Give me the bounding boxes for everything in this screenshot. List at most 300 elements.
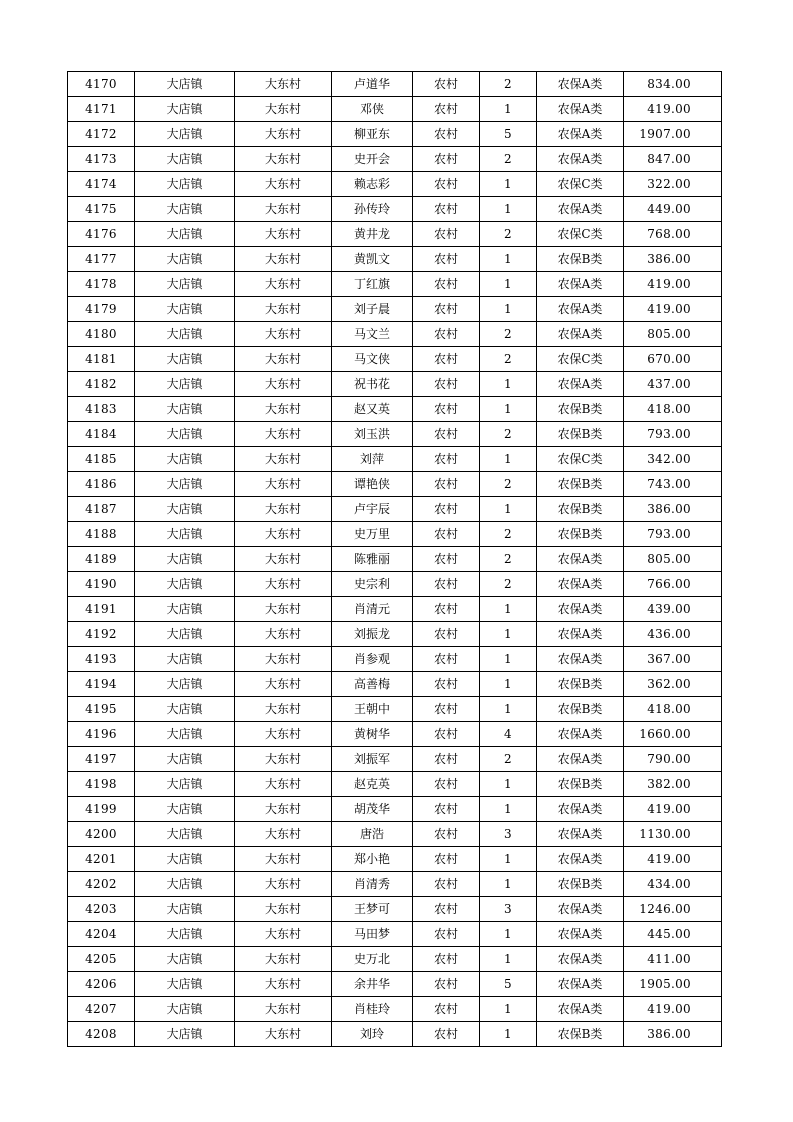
- amount-cell: 434.00: [624, 872, 722, 897]
- amount-cell: 419.00: [624, 797, 722, 822]
- household-size-cell: 2: [480, 472, 537, 497]
- name-cell: 赵克英: [332, 772, 413, 797]
- village-cell: 大东村: [235, 172, 332, 197]
- amount-cell: 437.00: [624, 372, 722, 397]
- insurance-type-cell: 农保C类: [537, 347, 624, 372]
- household-size-cell: 4: [480, 722, 537, 747]
- serial-cell: 4194: [68, 672, 135, 697]
- name-cell: 黄树华: [332, 722, 413, 747]
- amount-cell: 793.00: [624, 422, 722, 447]
- town-cell: 大店镇: [135, 422, 235, 447]
- insurance-type-cell: 农保A类: [537, 297, 624, 322]
- category-cell: 农村: [413, 97, 480, 122]
- amount-cell: 449.00: [624, 197, 722, 222]
- category-cell: 农村: [413, 772, 480, 797]
- insurance-type-cell: 农保B类: [537, 872, 624, 897]
- village-cell: 大东村: [235, 372, 332, 397]
- amount-cell: 1907.00: [624, 122, 722, 147]
- table-row: [68, 522, 722, 547]
- village-cell: 大东村: [235, 797, 332, 822]
- town-cell: 大店镇: [135, 722, 235, 747]
- category-cell: 农村: [413, 197, 480, 222]
- household-size-cell: 3: [480, 897, 537, 922]
- category-cell: 农村: [413, 422, 480, 447]
- village-cell: 大东村: [235, 922, 332, 947]
- category-cell: 农村: [413, 622, 480, 647]
- category-cell: 农村: [413, 172, 480, 197]
- insurance-type-cell: 农保A类: [537, 922, 624, 947]
- table-row: [68, 272, 722, 297]
- category-cell: 农村: [413, 497, 480, 522]
- table-row: [68, 547, 722, 572]
- household-size-cell: 1: [480, 247, 537, 272]
- serial-cell: 4176: [68, 222, 135, 247]
- name-cell: 肖桂玲: [332, 997, 413, 1022]
- name-cell: 马文兰: [332, 322, 413, 347]
- amount-cell: 1130.00: [624, 822, 722, 847]
- town-cell: 大店镇: [135, 72, 235, 97]
- household-size-cell: 2: [480, 72, 537, 97]
- serial-cell: 4175: [68, 197, 135, 222]
- name-cell: 高善梅: [332, 672, 413, 697]
- table-row: [68, 472, 722, 497]
- town-cell: 大店镇: [135, 372, 235, 397]
- village-cell: 大东村: [235, 1022, 332, 1047]
- insurance-type-cell: 农保B类: [537, 422, 624, 447]
- category-cell: 农村: [413, 222, 480, 247]
- serial-cell: 4179: [68, 297, 135, 322]
- town-cell: 大店镇: [135, 997, 235, 1022]
- household-size-cell: 1: [480, 172, 537, 197]
- name-cell: 谭艳侠: [332, 472, 413, 497]
- category-cell: 农村: [413, 797, 480, 822]
- table-row: [68, 347, 722, 372]
- name-cell: 肖清秀: [332, 872, 413, 897]
- category-cell: 农村: [413, 822, 480, 847]
- serial-cell: 4200: [68, 822, 135, 847]
- name-cell: 丁红旗: [332, 272, 413, 297]
- category-cell: 农村: [413, 272, 480, 297]
- household-size-cell: 5: [480, 122, 537, 147]
- town-cell: 大店镇: [135, 922, 235, 947]
- table-row: [68, 422, 722, 447]
- serial-cell: 4182: [68, 372, 135, 397]
- category-cell: 农村: [413, 572, 480, 597]
- insurance-type-cell: 农保A类: [537, 572, 624, 597]
- serial-cell: 4189: [68, 547, 135, 572]
- name-cell: 陈雅丽: [332, 547, 413, 572]
- insurance-type-cell: 农保A类: [537, 122, 624, 147]
- serial-cell: 4191: [68, 597, 135, 622]
- household-size-cell: 1: [480, 197, 537, 222]
- name-cell: 刘玉洪: [332, 422, 413, 447]
- table-row: [68, 322, 722, 347]
- serial-cell: 4198: [68, 772, 135, 797]
- table-row: [68, 997, 722, 1022]
- insurance-type-cell: 农保A类: [537, 72, 624, 97]
- household-size-cell: 1: [480, 797, 537, 822]
- household-size-cell: 1: [480, 497, 537, 522]
- village-cell: 大东村: [235, 422, 332, 447]
- amount-cell: 445.00: [624, 922, 722, 947]
- village-cell: 大东村: [235, 147, 332, 172]
- amount-cell: 419.00: [624, 97, 722, 122]
- village-cell: 大东村: [235, 72, 332, 97]
- household-size-cell: 3: [480, 822, 537, 847]
- serial-cell: 4197: [68, 747, 135, 772]
- town-cell: 大店镇: [135, 122, 235, 147]
- town-cell: 大店镇: [135, 897, 235, 922]
- serial-cell: 4206: [68, 972, 135, 997]
- category-cell: 农村: [413, 922, 480, 947]
- serial-cell: 4202: [68, 872, 135, 897]
- category-cell: 农村: [413, 872, 480, 897]
- insurance-type-cell: 农保B类: [537, 1022, 624, 1047]
- serial-cell: 4196: [68, 722, 135, 747]
- name-cell: 黄井龙: [332, 222, 413, 247]
- village-cell: 大东村: [235, 322, 332, 347]
- amount-cell: 411.00: [624, 947, 722, 972]
- household-size-cell: 2: [480, 322, 537, 347]
- household-size-cell: 2: [480, 422, 537, 447]
- insurance-type-cell: 农保A类: [537, 647, 624, 672]
- insurance-type-cell: 农保A类: [537, 722, 624, 747]
- name-cell: 史万北: [332, 947, 413, 972]
- category-cell: 农村: [413, 322, 480, 347]
- amount-cell: 766.00: [624, 572, 722, 597]
- name-cell: 祝书花: [332, 372, 413, 397]
- insurance-type-cell: 农保B类: [537, 772, 624, 797]
- insurance-type-cell: 农保A类: [537, 372, 624, 397]
- town-cell: 大店镇: [135, 397, 235, 422]
- amount-cell: 743.00: [624, 472, 722, 497]
- serial-cell: 4171: [68, 97, 135, 122]
- table-row: [68, 772, 722, 797]
- table-row: [68, 797, 722, 822]
- amount-cell: 439.00: [624, 597, 722, 622]
- amount-cell: 805.00: [624, 322, 722, 347]
- household-size-cell: 1: [480, 772, 537, 797]
- town-cell: 大店镇: [135, 822, 235, 847]
- table-row: [68, 97, 722, 122]
- village-cell: 大东村: [235, 647, 332, 672]
- village-cell: 大东村: [235, 447, 332, 472]
- amount-cell: 419.00: [624, 997, 722, 1022]
- name-cell: 郑小艳: [332, 847, 413, 872]
- village-cell: 大东村: [235, 397, 332, 422]
- household-size-cell: 1: [480, 947, 537, 972]
- name-cell: 刘玲: [332, 1022, 413, 1047]
- village-cell: 大东村: [235, 772, 332, 797]
- village-cell: 大东村: [235, 947, 332, 972]
- insurance-type-cell: 农保A类: [537, 322, 624, 347]
- insurance-type-cell: 农保B类: [537, 472, 624, 497]
- name-cell: 刘萍: [332, 447, 413, 472]
- serial-cell: 4187: [68, 497, 135, 522]
- household-size-cell: 2: [480, 522, 537, 547]
- category-cell: 农村: [413, 972, 480, 997]
- town-cell: 大店镇: [135, 97, 235, 122]
- table-row: [68, 1022, 722, 1047]
- town-cell: 大店镇: [135, 1022, 235, 1047]
- table-row: [68, 697, 722, 722]
- serial-cell: 4199: [68, 797, 135, 822]
- village-cell: 大东村: [235, 472, 332, 497]
- insurance-type-cell: 农保B类: [537, 247, 624, 272]
- household-size-cell: 1: [480, 872, 537, 897]
- village-cell: 大东村: [235, 672, 332, 697]
- serial-cell: 4201: [68, 847, 135, 872]
- category-cell: 农村: [413, 72, 480, 97]
- name-cell: 刘振军: [332, 747, 413, 772]
- amount-cell: 386.00: [624, 497, 722, 522]
- village-cell: 大东村: [235, 522, 332, 547]
- serial-cell: 4207: [68, 997, 135, 1022]
- amount-cell: 847.00: [624, 147, 722, 172]
- table-row: [68, 972, 722, 997]
- insurance-type-cell: 农保C类: [537, 172, 624, 197]
- household-size-cell: 1: [480, 297, 537, 322]
- village-cell: 大东村: [235, 722, 332, 747]
- serial-cell: 4172: [68, 122, 135, 147]
- table-row: [68, 147, 722, 172]
- name-cell: 唐浩: [332, 822, 413, 847]
- name-cell: 刘子晨: [332, 297, 413, 322]
- name-cell: 柳亚东: [332, 122, 413, 147]
- amount-cell: 382.00: [624, 772, 722, 797]
- insurance-type-cell: 农保A类: [537, 597, 624, 622]
- serial-cell: 4183: [68, 397, 135, 422]
- household-size-cell: 2: [480, 347, 537, 372]
- insurance-type-cell: 农保A类: [537, 197, 624, 222]
- serial-cell: 4178: [68, 272, 135, 297]
- amount-cell: 805.00: [624, 547, 722, 572]
- household-size-cell: 1: [480, 397, 537, 422]
- insurance-type-cell: 农保B类: [537, 497, 624, 522]
- amount-cell: 1660.00: [624, 722, 722, 747]
- name-cell: 肖清元: [332, 597, 413, 622]
- town-cell: 大店镇: [135, 947, 235, 972]
- roster-sheet: [67, 71, 722, 1047]
- serial-cell: 4181: [68, 347, 135, 372]
- amount-cell: 1905.00: [624, 972, 722, 997]
- household-size-cell: 1: [480, 622, 537, 647]
- category-cell: 农村: [413, 447, 480, 472]
- town-cell: 大店镇: [135, 772, 235, 797]
- town-cell: 大店镇: [135, 522, 235, 547]
- town-cell: 大店镇: [135, 597, 235, 622]
- name-cell: 卢道华: [332, 72, 413, 97]
- village-cell: 大东村: [235, 997, 332, 1022]
- insurance-type-cell: 农保A类: [537, 847, 624, 872]
- town-cell: 大店镇: [135, 247, 235, 272]
- insurance-type-cell: 农保B类: [537, 697, 624, 722]
- village-cell: 大东村: [235, 197, 332, 222]
- village-cell: 大东村: [235, 597, 332, 622]
- name-cell: 王朝中: [332, 697, 413, 722]
- village-cell: 大东村: [235, 97, 332, 122]
- household-size-cell: 1: [480, 372, 537, 397]
- amount-cell: 419.00: [624, 847, 722, 872]
- village-cell: 大东村: [235, 897, 332, 922]
- household-size-cell: 2: [480, 547, 537, 572]
- insurance-type-cell: 农保A类: [537, 947, 624, 972]
- name-cell: 刘振龙: [332, 622, 413, 647]
- household-size-cell: 2: [480, 572, 537, 597]
- name-cell: 卢宇辰: [332, 497, 413, 522]
- table-row: [68, 572, 722, 597]
- insurance-type-cell: 农保A类: [537, 272, 624, 297]
- household-size-cell: 2: [480, 747, 537, 772]
- household-size-cell: 1: [480, 272, 537, 297]
- town-cell: 大店镇: [135, 622, 235, 647]
- name-cell: 邓侠: [332, 97, 413, 122]
- insurance-type-cell: 农保A类: [537, 822, 624, 847]
- category-cell: 农村: [413, 347, 480, 372]
- serial-cell: 4188: [68, 522, 135, 547]
- village-cell: 大东村: [235, 347, 332, 372]
- town-cell: 大店镇: [135, 272, 235, 297]
- town-cell: 大店镇: [135, 547, 235, 572]
- village-cell: 大东村: [235, 697, 332, 722]
- category-cell: 农村: [413, 372, 480, 397]
- town-cell: 大店镇: [135, 222, 235, 247]
- household-size-cell: 5: [480, 972, 537, 997]
- town-cell: 大店镇: [135, 647, 235, 672]
- serial-cell: 4190: [68, 572, 135, 597]
- serial-cell: 4170: [68, 72, 135, 97]
- table-row: [68, 297, 722, 322]
- amount-cell: 793.00: [624, 522, 722, 547]
- table-row: [68, 122, 722, 147]
- category-cell: 农村: [413, 1022, 480, 1047]
- town-cell: 大店镇: [135, 322, 235, 347]
- serial-cell: 4192: [68, 622, 135, 647]
- village-cell: 大东村: [235, 122, 332, 147]
- name-cell: 史宗利: [332, 572, 413, 597]
- category-cell: 农村: [413, 672, 480, 697]
- village-cell: 大东村: [235, 547, 332, 572]
- household-size-cell: 1: [480, 847, 537, 872]
- town-cell: 大店镇: [135, 147, 235, 172]
- insurance-type-cell: 农保A类: [537, 972, 624, 997]
- village-cell: 大东村: [235, 622, 332, 647]
- town-cell: 大店镇: [135, 172, 235, 197]
- serial-cell: 4203: [68, 897, 135, 922]
- name-cell: 史万里: [332, 522, 413, 547]
- amount-cell: 419.00: [624, 297, 722, 322]
- category-cell: 农村: [413, 472, 480, 497]
- village-cell: 大东村: [235, 497, 332, 522]
- insurance-type-cell: 农保C类: [537, 447, 624, 472]
- table-row: [68, 397, 722, 422]
- town-cell: 大店镇: [135, 472, 235, 497]
- town-cell: 大店镇: [135, 197, 235, 222]
- amount-cell: 362.00: [624, 672, 722, 697]
- category-cell: 农村: [413, 147, 480, 172]
- category-cell: 农村: [413, 722, 480, 747]
- table-row: [68, 947, 722, 972]
- insurance-type-cell: 农保A类: [537, 622, 624, 647]
- town-cell: 大店镇: [135, 497, 235, 522]
- table-row: [68, 847, 722, 872]
- name-cell: 王梦可: [332, 897, 413, 922]
- village-cell: 大东村: [235, 222, 332, 247]
- name-cell: 余井华: [332, 972, 413, 997]
- category-cell: 农村: [413, 397, 480, 422]
- village-cell: 大东村: [235, 972, 332, 997]
- village-cell: 大东村: [235, 822, 332, 847]
- serial-cell: 4177: [68, 247, 135, 272]
- amount-cell: 367.00: [624, 647, 722, 672]
- category-cell: 农村: [413, 647, 480, 672]
- name-cell: 孙传玲: [332, 197, 413, 222]
- table-row: [68, 597, 722, 622]
- category-cell: 农村: [413, 897, 480, 922]
- table-row: [68, 222, 722, 247]
- table-row: [68, 647, 722, 672]
- roster-body: [68, 72, 722, 1047]
- name-cell: 赵又英: [332, 397, 413, 422]
- amount-cell: 834.00: [624, 72, 722, 97]
- town-cell: 大店镇: [135, 872, 235, 897]
- town-cell: 大店镇: [135, 447, 235, 472]
- name-cell: 黄凯文: [332, 247, 413, 272]
- name-cell: 赖志彩: [332, 172, 413, 197]
- village-cell: 大东村: [235, 297, 332, 322]
- household-size-cell: 1: [480, 672, 537, 697]
- household-size-cell: 2: [480, 147, 537, 172]
- insurance-type-cell: 农保C类: [537, 222, 624, 247]
- insurance-type-cell: 农保B类: [537, 522, 624, 547]
- household-size-cell: 1: [480, 647, 537, 672]
- town-cell: 大店镇: [135, 747, 235, 772]
- amount-cell: 436.00: [624, 622, 722, 647]
- category-cell: 农村: [413, 847, 480, 872]
- insurance-type-cell: 农保A类: [537, 147, 624, 172]
- amount-cell: 386.00: [624, 1022, 722, 1047]
- amount-cell: 322.00: [624, 172, 722, 197]
- household-size-cell: 1: [480, 697, 537, 722]
- table-row: [68, 922, 722, 947]
- amount-cell: 418.00: [624, 397, 722, 422]
- household-size-cell: 1: [480, 922, 537, 947]
- category-cell: 农村: [413, 547, 480, 572]
- serial-cell: 4185: [68, 447, 135, 472]
- table-row: [68, 747, 722, 772]
- category-cell: 农村: [413, 122, 480, 147]
- table-row: [68, 672, 722, 697]
- serial-cell: 4184: [68, 422, 135, 447]
- household-size-cell: 1: [480, 997, 537, 1022]
- amount-cell: 670.00: [624, 347, 722, 372]
- category-cell: 农村: [413, 522, 480, 547]
- table-row: [68, 372, 722, 397]
- name-cell: 马文侠: [332, 347, 413, 372]
- table-row: [68, 897, 722, 922]
- town-cell: 大店镇: [135, 847, 235, 872]
- town-cell: 大店镇: [135, 972, 235, 997]
- insurance-type-cell: 农保A类: [537, 747, 624, 772]
- table-row: [68, 497, 722, 522]
- category-cell: 农村: [413, 697, 480, 722]
- village-cell: 大东村: [235, 247, 332, 272]
- town-cell: 大店镇: [135, 572, 235, 597]
- name-cell: 马田梦: [332, 922, 413, 947]
- roster-table: [67, 71, 722, 1047]
- serial-cell: 4180: [68, 322, 135, 347]
- village-cell: 大东村: [235, 872, 332, 897]
